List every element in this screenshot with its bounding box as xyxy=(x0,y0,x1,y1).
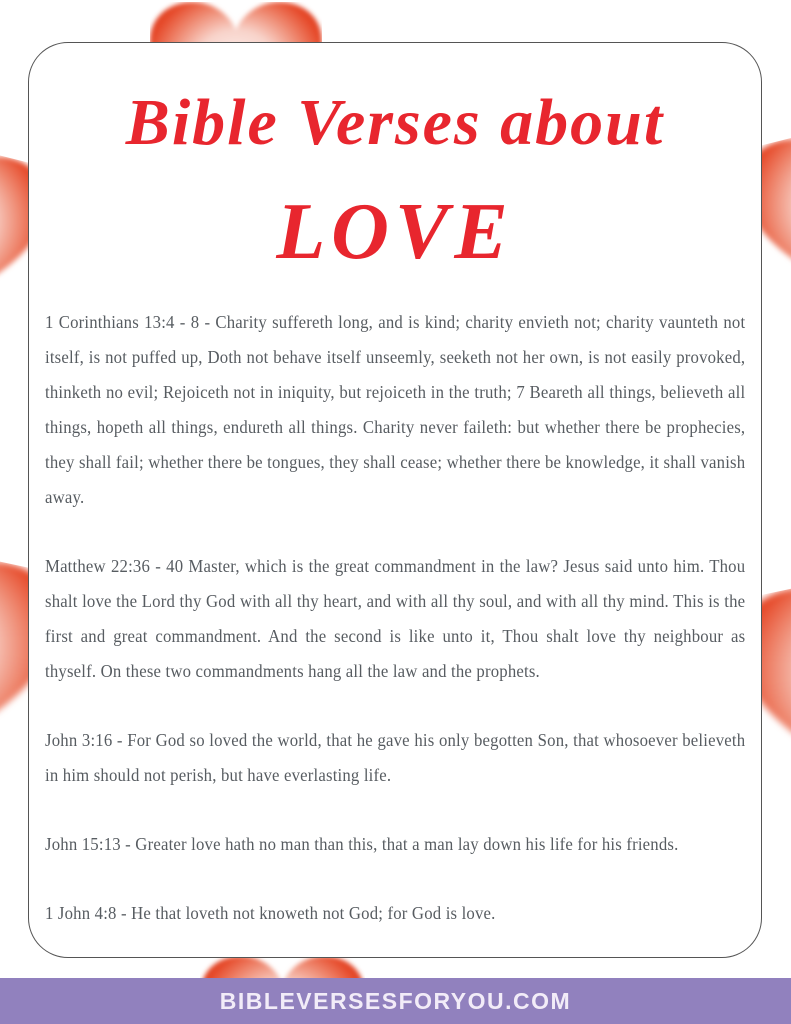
page-title-line2: LOVE xyxy=(276,188,514,276)
verse-card xyxy=(28,42,762,958)
page-title-line1: Bible Verses about xyxy=(125,86,665,159)
verse-paragraph: John 3:16 - For God so loved the world, that he gave his only begotten Son, that whosoever believeth in him should not perish, but have everlasting life. xyxy=(45,730,746,785)
verse-list xyxy=(45,305,745,931)
verse-paragraph: 1 Corinthians 13:4 - 8 - Charity suffereth long, and is kind; charity envieth not; charity vaunteth not itself, is not puffed up, Doth not behave itself unseemly, seeketh not her own, is not easily provoked, thinketh no evil; Rejoiceth not in iniquity, but rejoiceth in the truth; 7 Beareth all things, believeth all things, hopeth all things, endureth all things. Charity never faileth: but whether there be prophecies, they shall fail; whether there be tongues, they shall cease; whether there be knowledge, it shall vanish away. xyxy=(45,312,746,507)
verse-paragraph: Matthew 22:36 - 40 Master, which is the great commandment in the law? Jesus said unto him. Thou shalt love the Lord thy God with all thy heart, and with all thy soul, and with all thy mind. This is the first and great commandment. And the second is like unto it, Thou shalt love thy neighbour as thyself. On these two commandments hang all the law and the prophets. xyxy=(45,556,746,681)
verse-paragraph: 1 John 4:8 - He that loveth not knoweth not God; for God is love. xyxy=(45,903,496,923)
footer-site-url: BIBLEVERSESFORYOU.COM xyxy=(219,987,572,1014)
verse-paragraph: John 15:13 - Greater love hath no man than this, that a man lay down his life for his friends. xyxy=(45,834,679,854)
page-title xyxy=(45,65,745,283)
footer-bar xyxy=(0,978,791,1024)
